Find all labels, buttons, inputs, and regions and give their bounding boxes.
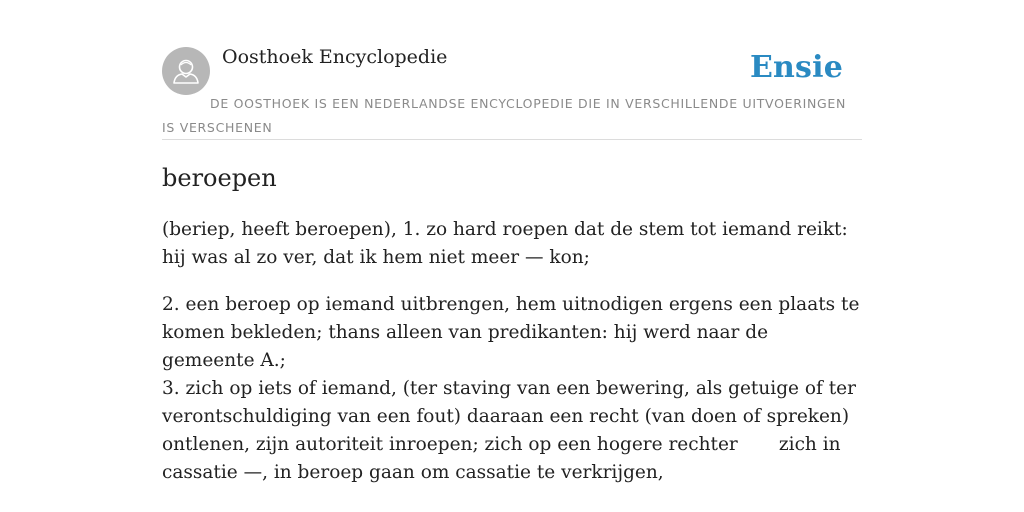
- definition-paragraph-1: (beriep, heeft beroepen), 1. zo hard roepen dat de stem tot iemand reikt: hij was al zo ver, dat ik hem niet meer — kon;: [162, 219, 848, 268]
- brand-logo[interactable]: Ensie: [749, 50, 843, 85]
- source-header: [162, 44, 862, 140]
- definition-line-3: 3. zich op iets of iemand, (ter staving van een bewering, als getuige of ter verontschuldiging van een fout) daaraan een recht (van doen of spreken) ontlenen, zijn autoriteit inroepen; zich op een hogere rechter zich in cassatie —, in beroep gaan om cassatie te verkrijgen,: [162, 378, 862, 483]
- source-avatar[interactable]: [162, 47, 210, 95]
- definition-line-2: 2. een beroep op iemand uitbrengen, hem uitnodigen ergens een plaats te komen bekleden; thans alleen van predikanten: hij werd naar de gemeente A.;: [162, 294, 860, 371]
- source-name-link[interactable]: Oosthoek Encyclopedie: [222, 46, 448, 68]
- definition-paragraph-2: [162, 291, 862, 487]
- header-divider: [162, 139, 862, 140]
- entry-body: [162, 216, 862, 506]
- source-description: DE OOSTHOEK IS EEN NEDERLANDSE ENCYCLOPEDIE DIE IN VERSCHILLENDE UITVOERINGEN IS VERSCHENEN: [162, 96, 847, 135]
- user-icon: [162, 47, 210, 95]
- page: [162, 0, 862, 512]
- entry-title: beroepen: [162, 164, 277, 192]
